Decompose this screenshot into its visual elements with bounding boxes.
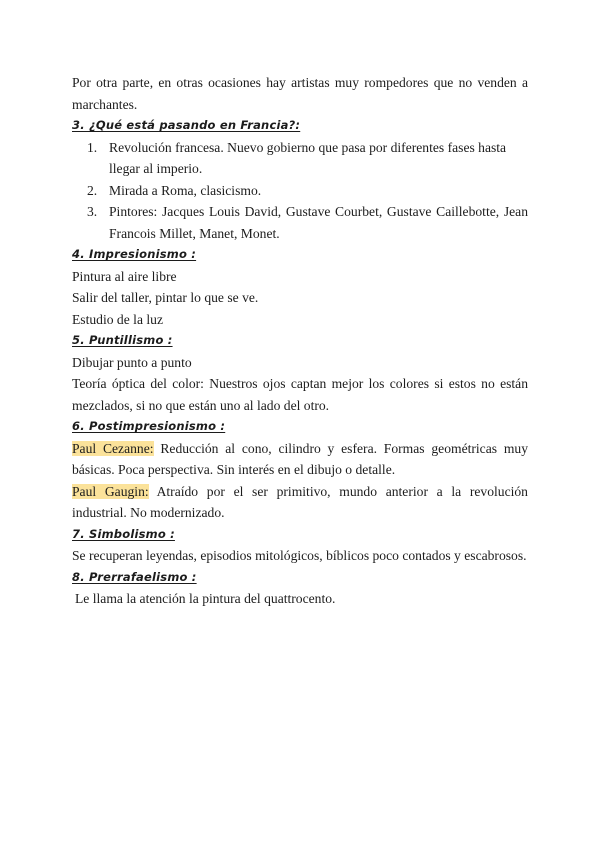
- list-item-text: Revolución francesa. Nuevo gobierno que pasa por diferentes fases hasta llegar al imperio.: [109, 139, 507, 176]
- list-item: [72, 137, 528, 180]
- gaugin-highlight: Paul Gaugin:: [72, 483, 149, 499]
- intro-line-1: Por otra parte, en otras ocasiones hay artistas muy rompedores que no venden a: [72, 75, 528, 90]
- cezanne-paragraph: [72, 438, 528, 481]
- section-4-line: Pintura al aire libre: [72, 268, 177, 284]
- section-5-heading: 5. Puntillismo :: [72, 333, 173, 347]
- list-item-number: 1.: [87, 139, 98, 155]
- list-item-text: Mirada a Roma, clasicismo.: [109, 182, 262, 198]
- section-8-text: Le llama la atención la pintura del quattrocento.: [75, 591, 336, 606]
- section-6-heading: 6. Postimpresionismo :: [72, 419, 226, 433]
- section-7-text: Se recuperan leyendas, episodios mitológicos, bíblicos poco contados y escabrosos.: [72, 548, 527, 563]
- gaugin-text: Atraído por el ser primitivo, mundo anterior a la revolución industrial. No modernizado.: [72, 483, 528, 520]
- document-page: [72, 72, 528, 610]
- list-item-number: 3.: [87, 204, 98, 219]
- section-7-heading: 7. Simbolismo :: [72, 526, 175, 541]
- list-item-text: Pintores: Jacques Louis David, Gustave Courbet, Gustave Caillebotte, Jean Francois Millet, Manet, Monet.: [109, 204, 528, 241]
- section-3-list: [72, 137, 528, 245]
- section-5-line: Dibujar punto a punto: [72, 354, 192, 370]
- section-4-line: Estudio de la luz: [72, 311, 163, 327]
- section-4-line: Salir del taller, pintar lo que se ve.: [72, 290, 259, 305]
- list-item-number: 2.: [87, 182, 98, 198]
- gaugin-paragraph: [72, 481, 528, 524]
- section-8-heading: 8. Prerrafaelismo :: [72, 569, 197, 584]
- section-3-heading: 3. ¿Qué está pasando en Francia?:: [72, 118, 301, 132]
- intro-line-2: marchantes.: [72, 96, 138, 112]
- list-item: [72, 180, 528, 202]
- list-item: [72, 201, 528, 244]
- section-4-heading: 4. Impresionismo :: [72, 247, 197, 261]
- cezanne-text: Reducción al cono, cilindro y esfera. Formas geométricas muy básicas. Poca perspectiva. Sin interés en el dibujo o detalle.: [72, 440, 528, 477]
- section-5-paragraph: Teoría óptica del color: Nuestros ojos captan mejor los colores si estos no están mezclados, si no que están uno al lado del otro.: [72, 376, 528, 413]
- cezanne-highlight: Paul Cezanne:: [72, 440, 154, 456]
